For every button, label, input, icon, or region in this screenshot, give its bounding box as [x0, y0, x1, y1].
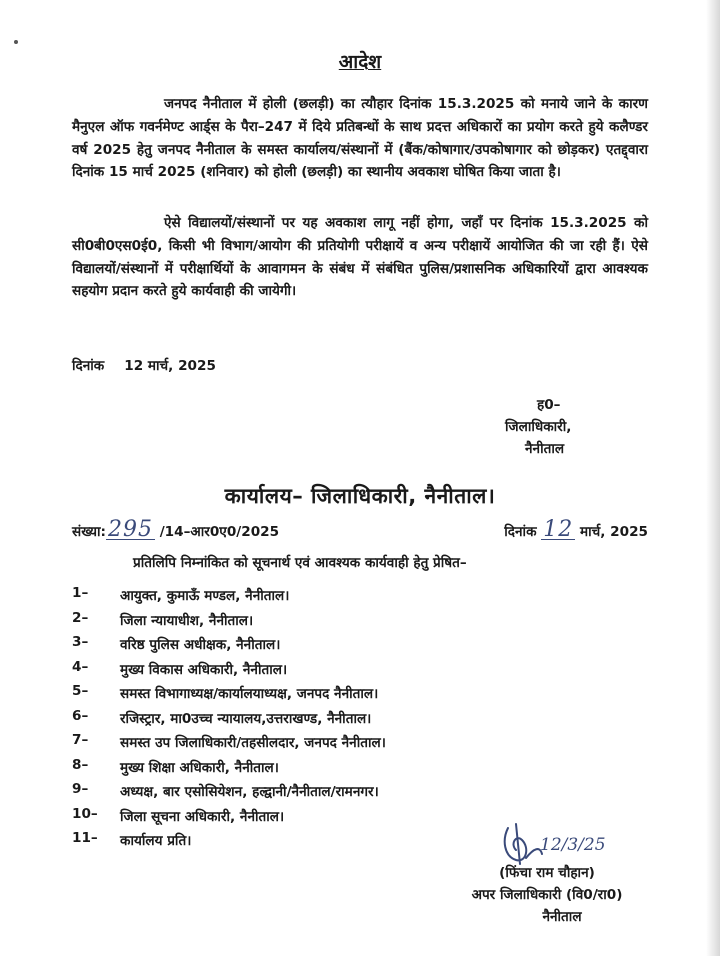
- list-item: 3– वरिष्ठ पुलिस अधीक्षक, नैनीताल।: [72, 634, 281, 653]
- order-signatory: [505, 394, 571, 460]
- page-edge-shadow: [706, 0, 720, 956]
- order-title: आदेश: [338, 51, 382, 73]
- list-item: 2– जिला न्यायाधीश, नैनीताल।: [72, 609, 254, 629]
- office-heading: कार्यालय– जिलाधिकारी, नैनीताल।: [224, 484, 496, 508]
- final-signatory: [447, 862, 647, 928]
- reference-label: संख्या:: [72, 524, 106, 540]
- final-signatory-name: (फिंचा राम चौहान): [499, 865, 595, 881]
- order-paragraph-2: ऐसे विद्यालयों/संस्थानों पर यह अवकाश लागू नहीं होगा, जहाँ पर दिनांक 15.3.2025 को सी0बी0एस0ई0, किसी भी विभाग/आयोग की प्रतियोगी परीक्षायें व अन्य परीक्षायें आयोजित की जा रही हैं। ऐसे विद्यालयों/संस्थानों में परीक्षार्थियों के आवागमन के संबंध में संबंधित पुलिस/प्रशासनिक अधिकारियों द्वारा आवश्यक सहयोग प्रदान करते हुये कार्यवाही की जायेगी।: [72, 215, 648, 300]
- order-date: [72, 355, 216, 374]
- signed-mark: ह0–: [537, 397, 561, 413]
- hole-punch-mark: [14, 40, 18, 44]
- final-signatory-place: नैनीताल: [542, 909, 582, 925]
- list-item: 11– कार्यालय प्रति।: [72, 830, 192, 849]
- reference-row: [72, 519, 648, 545]
- list-item: 8– मुख्य शिक्षा अधिकारी, नैनीताल।: [72, 756, 279, 776]
- list-item: 1– आयुक्त, कुमाऊँ मण्डल, नैनीताल।: [72, 585, 290, 604]
- signature-date: 12/3/25: [540, 835, 606, 855]
- final-signatory-designation: अपर जिलाधिकारी (वि0/रा0): [471, 887, 623, 903]
- reference-date-label: दिनांक: [504, 524, 537, 540]
- order-date-label: दिनांक: [72, 358, 105, 374]
- list-item: 9– अध्यक्ष, बार एसोसियेशन, हल्द्वानी/नैनीताल/रामनगर।: [72, 781, 379, 800]
- reference-date: [504, 517, 648, 542]
- copy-forwarded-note: प्रतिलिपि निम्नांकित को सूचनार्थ एवं आवश्यक कार्यवाही हेतु प्रेषित–: [133, 555, 467, 571]
- order-date-value: 12 मार्च, 2025: [124, 358, 216, 374]
- order-paragraph-1: जनपद नैनीताल में होली (छलड़ी) का त्यौहार दिनांक 15.3.2025 को मनाये जाने के कारण मैनुएल ऑफ गवर्नमेण्ट आर्ड्स के पैरा–247 में दिये प्रतिबन्धों के साथ प्रदत्त अधिकारों का प्रयोग करते हुये कलैण्डर वर्ष 2025 हेतु जनपद नैनीताल के समस्त कार्यालय/संस्थानों में (बैंक/कोषागार/उपकोषागार को छोड़कर) एतद्द्वारा दिनांक 15 मार्च 2025 (शनिवार) को होली (छलड़ी) का स्थानीय अवकाश घोषित किया जाता है।: [72, 96, 648, 181]
- list-item: 10– जिला सूचना अधिकारी, नैनीताल।: [72, 805, 285, 825]
- list-item: 5– समस्त विभागाध्यक्ष/कार्यालयाध्यक्ष, जनपद नैनीताल।: [72, 683, 379, 702]
- reference-date-suffix: मार्च, 2025: [579, 524, 648, 540]
- reference-suffix: /14–आर0ए0/2025: [159, 524, 280, 540]
- signatory-designation: जिलाधिकारी,: [505, 419, 572, 435]
- list-item: 7– समस्त उप जिलाधिकारी/तहसीलदार, जनपद नैनीताल।: [72, 732, 386, 751]
- handwritten-date: 12: [543, 517, 574, 542]
- reference-number: [72, 517, 280, 542]
- recipient-list: [72, 585, 592, 855]
- list-item: 4– मुख्य विकास अधिकारी, नैनीताल।: [72, 658, 288, 678]
- handwritten-reference-number: 295: [107, 517, 153, 542]
- list-item: 6– रजिस्ट्रार, मा0उच्च न्यायालय,उत्तराखण्ड, नैनीताल।: [72, 707, 372, 727]
- signatory-place: नैनीताल: [525, 441, 565, 457]
